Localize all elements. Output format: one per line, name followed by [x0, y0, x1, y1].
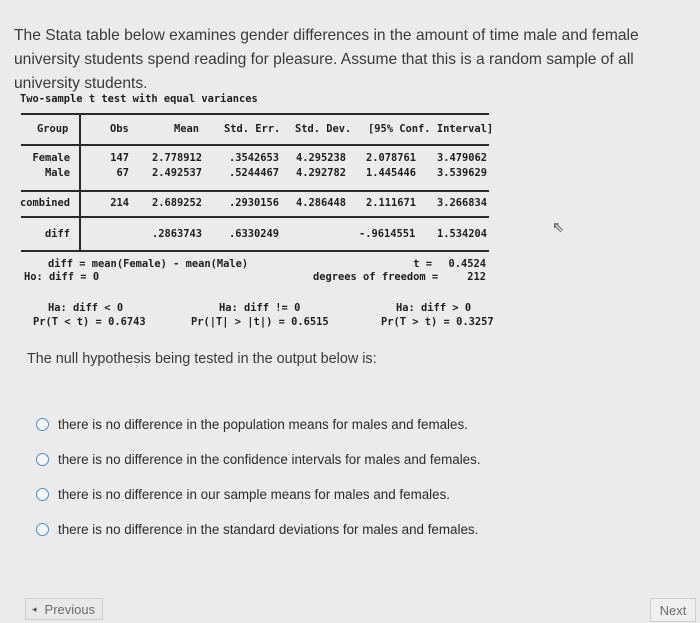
row-diff-std-err: .6330249: [229, 228, 280, 240]
p-left: Pr(T < t) = 0.6743: [33, 316, 146, 328]
df-value: 212: [467, 271, 486, 283]
row-combined-ci-high: 3.266834: [437, 197, 488, 209]
row-female-ci-high: 3.479062: [437, 152, 488, 164]
header-mean: Mean: [174, 123, 200, 135]
radio-circle-icon[interactable]: [36, 418, 49, 431]
row-female-ci-low: 2.078761: [366, 152, 417, 164]
row-diff-ci-high: 1.534204: [437, 228, 488, 240]
ha-right: Ha: diff > 0: [396, 302, 472, 314]
row-combined-ci-low: 2.111671: [366, 197, 417, 209]
row-female-mean: 2.778912: [152, 152, 203, 164]
chevron-left-icon: ◂: [32, 603, 37, 614]
option-standard-deviations[interactable]: [36, 519, 478, 539]
stata-title: Two-sample t test with equal variances: [20, 93, 258, 105]
row-female-std-err: .3542653: [229, 152, 280, 164]
row-combined-group: combined: [19, 197, 70, 209]
t-label: t =: [413, 258, 432, 270]
null-hypothesis: Ho: diff = 0: [24, 271, 100, 283]
ha-two-sided: Ha: diff != 0: [219, 302, 301, 314]
option-label: there is no difference in the population means for males and females.: [58, 416, 468, 432]
radio-circle-icon[interactable]: [36, 453, 49, 466]
header-std-err: Std. Err.: [224, 123, 281, 135]
option-label: there is no difference in our sample means for males and females.: [58, 486, 451, 502]
row-diff-group: diff: [44, 228, 70, 240]
row-diff-mean: .2863743: [152, 228, 203, 240]
row-combined-std-err: .2930156: [229, 197, 280, 209]
row-female-group: Female: [32, 152, 70, 164]
table-bottom-rule: [21, 250, 489, 252]
row-male-std-dev: 4.292782: [296, 167, 347, 179]
option-label: there is no difference in the confidence intervals for males and females.: [58, 451, 481, 467]
header-std-dev: Std. Dev.: [295, 123, 352, 135]
p-right: Pr(T > t) = 0.3257: [381, 316, 494, 328]
row-male-obs: 67: [116, 167, 129, 179]
row-female-std-dev: 4.295238: [296, 152, 347, 164]
t-value: 0.4524: [448, 258, 486, 270]
previous-label: Previous: [44, 601, 96, 617]
question-prompt: The null hypothesis being tested in the output below is:: [27, 351, 377, 367]
header-group: Group: [37, 123, 69, 135]
previous-button[interactable]: [25, 598, 103, 620]
header-conf-interval: [95% Conf. Interval]: [368, 123, 494, 135]
option-population-means[interactable]: [36, 414, 468, 434]
row-combined-mean: 2.689252: [152, 197, 203, 209]
p-two-sided: Pr(|T| > |t|) = 0.6515: [191, 316, 329, 328]
row-male-ci-low: 1.445446: [366, 167, 417, 179]
ha-left: Ha: diff < 0: [48, 302, 124, 314]
diff-definition: diff = mean(Female) - mean(Male): [48, 258, 249, 270]
mouse-cursor-icon: ⇖: [552, 219, 565, 236]
radio-circle-icon[interactable]: [36, 488, 49, 501]
df-label: degrees of freedom =: [313, 271, 439, 283]
next-button[interactable]: [650, 598, 696, 622]
row-female-obs: 147: [110, 152, 129, 164]
option-confidence-intervals[interactable]: [36, 449, 481, 469]
table-group-divider: [79, 113, 81, 251]
option-sample-means[interactable]: [36, 484, 450, 504]
row-combined-obs: 214: [110, 197, 129, 209]
row-diff-ci-low: -.9614551: [359, 228, 416, 240]
row-male-mean: 2.492537: [152, 167, 203, 179]
row-male-group: Male: [44, 167, 70, 179]
table-combined-rule: [21, 216, 489, 218]
row-male-ci-high: 3.539629: [437, 167, 488, 179]
row-combined-std-dev: 4.286448: [296, 197, 347, 209]
row-male-std-err: .5244467: [229, 167, 280, 179]
table-group-rule: [21, 190, 489, 192]
radio-circle-icon[interactable]: [36, 523, 49, 536]
option-label: there is no difference in the standard deviations for males and females.: [58, 521, 479, 537]
question-intro: The Stata table below examines gender differences in the amount of time male and female university students spend reading for pleasure. Assume that this is a random sample of all university students.: [14, 27, 639, 92]
table-header-rule: [21, 144, 489, 146]
next-label: Next: [659, 602, 687, 618]
header-obs: Obs: [110, 123, 129, 135]
table-top-rule: [21, 113, 489, 115]
